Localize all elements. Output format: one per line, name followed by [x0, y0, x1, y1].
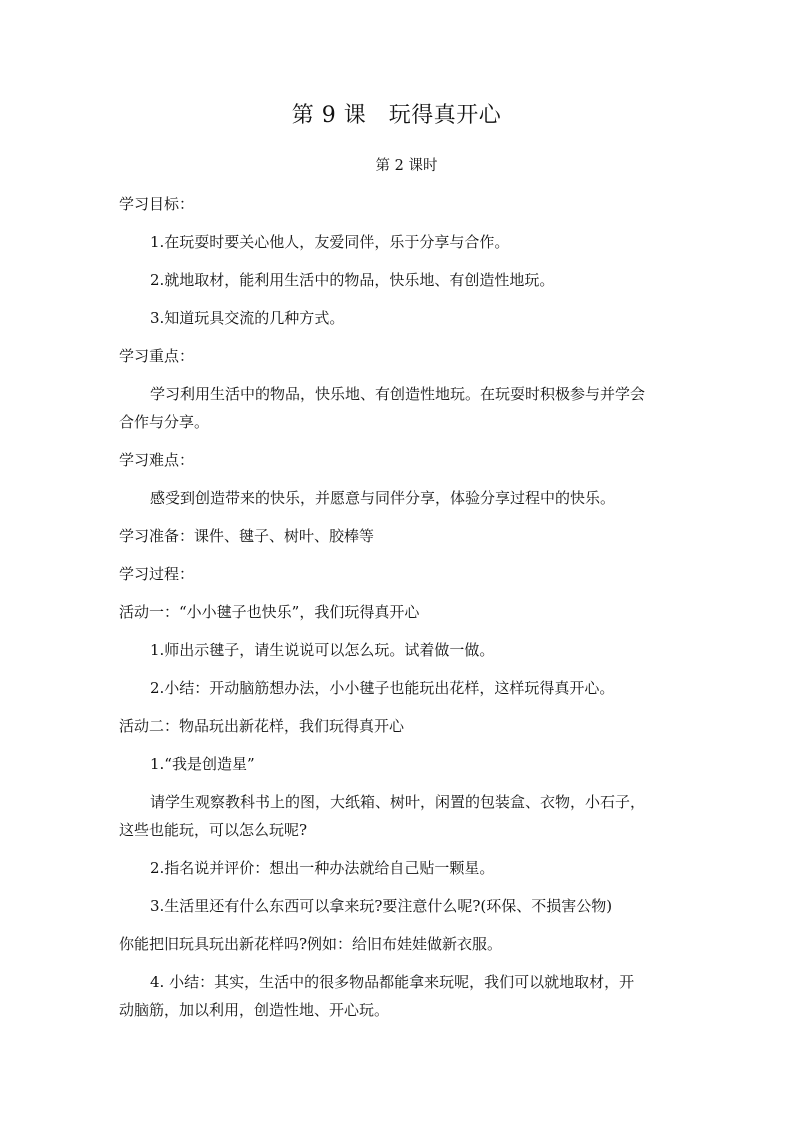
activity-2-step-1: 1.“我是创造星”	[150, 755, 255, 773]
activity-1-step-2: 2.小结：开动脑筋想办法，小小毽子也能玩出花样，这样玩得真开心。	[150, 679, 615, 697]
activity-2-step-1-text-1: 请学生观察教科书上的图，大纸箱、树叶，闲置的包装盒、衣物，小石子，	[150, 793, 646, 811]
activity-2-heading: 活动二：物品玩出新花样，我们玩得真开心	[119, 717, 405, 735]
key-points-text-2: 合作与分享。	[119, 413, 210, 431]
heading-key-points: 学习重点：	[119, 347, 195, 365]
activity-2-step-2: 2.指名说并评价：想出一种办法就给自己贴一颗星。	[150, 859, 495, 877]
goal-item-1: 1.在玩耍时要关心他人，友爱同伴，乐于分享与合作。	[150, 233, 510, 251]
activity-1-heading: 活动一：“小小毽子也快乐”，我们玩得真开心	[119, 603, 420, 621]
activity-2-question: 你能把旧玩具玩出新花样吗?例如：给旧布娃娃做新衣服。	[119, 935, 503, 953]
goal-item-2: 2.就地取材，能利用生活中的物品，快乐地、有创造性地玩。	[150, 271, 555, 289]
key-points-text-1: 学习利用生活中的物品，快乐地、有创造性地玩。在玩耍时积极参与并学会	[150, 385, 646, 403]
heading-learning-goals: 学习目标：	[119, 195, 195, 213]
goal-item-3: 3.知道玩具交流的几种方式。	[150, 309, 345, 327]
preparation-line: 学习准备：课件、毽子、树叶、胶棒等	[119, 527, 375, 545]
heading-difficulties: 学习难点：	[119, 451, 195, 469]
activity-2-step-3: 3.生活里还有什么东西可以拿来玩?要注意什么呢?(环保、不损害公物)	[150, 897, 613, 915]
difficulties-text: 感受到创造带来的快乐，并愿意与同伴分享，体验分享过程中的快乐。	[150, 489, 616, 507]
activity-2-summary-1: 4. 小结：其实，生活中的很多物品都能拿来玩呢，我们可以就地取材，开	[150, 973, 635, 991]
heading-process: 学习过程：	[119, 565, 195, 583]
lesson-subtitle: 第 2 课时	[375, 158, 438, 174]
lesson-title: 第 9 课 玩得真开心	[291, 103, 502, 128]
activity-2-summary-2: 动脑筋，加以利用，创造性地、开心玩。	[119, 1001, 390, 1019]
activity-2-step-1-text-2: 这些也能玩，可以怎么玩呢?	[119, 821, 308, 839]
activity-1-step-1: 1.师出示毽子，请生说说可以怎么玩。试着做一做。	[150, 641, 495, 659]
